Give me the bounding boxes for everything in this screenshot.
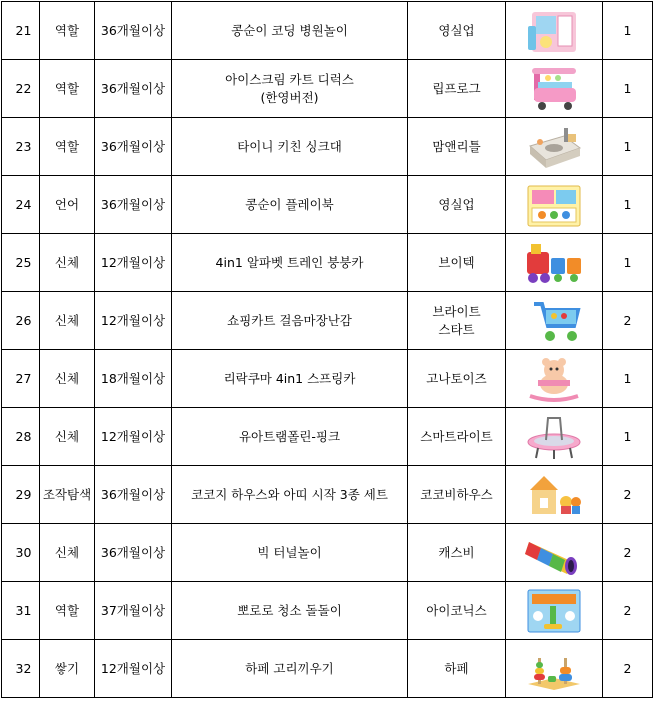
cell-quantity: 2: [603, 292, 653, 350]
cell-image: [506, 640, 603, 698]
cell-number: 24: [2, 176, 40, 234]
cell-category: 신체: [40, 234, 95, 292]
cell-manufacturer: 영실업: [408, 176, 506, 234]
cell-quantity: 1: [603, 118, 653, 176]
cell-category: 신체: [40, 292, 95, 350]
cell-age: 36개월이상: [95, 524, 172, 582]
cell-manufacturer: 아이코닉스: [408, 582, 506, 640]
cell-number: 21: [2, 2, 40, 60]
cell-age: 12개월이상: [95, 292, 172, 350]
cell-product-name: 쇼핑카트 걸음마장난감: [172, 292, 408, 350]
cell-product-name: 하페 고리끼우기: [172, 640, 408, 698]
cell-category: 언어: [40, 176, 95, 234]
cell-category: 역할: [40, 118, 95, 176]
cell-number: 22: [2, 60, 40, 118]
house-figures-image: [522, 470, 586, 520]
cell-image: [506, 176, 603, 234]
cell-category: 신체: [40, 524, 95, 582]
cell-product-name: 리락쿠마 4in1 스프링카: [172, 350, 408, 408]
cell-age: 12개월이상: [95, 234, 172, 292]
cell-category: 신체: [40, 408, 95, 466]
cell-quantity: 1: [603, 350, 653, 408]
cell-manufacturer: 스마트라이트: [408, 408, 506, 466]
cell-manufacturer: 브라이트 스타트: [408, 292, 506, 350]
cell-category: 신체: [40, 350, 95, 408]
cell-quantity: 1: [603, 234, 653, 292]
table-row: [2, 582, 653, 640]
cell-manufacturer: 맘앤리틀: [408, 118, 506, 176]
cell-category: 역할: [40, 582, 95, 640]
cell-number: 28: [2, 408, 40, 466]
alphabet-train-image: [522, 238, 586, 288]
cell-product-name: 콩순이 플레이북: [172, 176, 408, 234]
cell-quantity: 1: [603, 2, 653, 60]
toy-inventory-table: [1, 1, 653, 698]
cell-number: 32: [2, 640, 40, 698]
kitchen-sink-image: [522, 122, 586, 172]
cell-number: 25: [2, 234, 40, 292]
cell-image: [506, 524, 603, 582]
cell-manufacturer: 립프로그: [408, 60, 506, 118]
table-row: [2, 234, 653, 292]
play-book-box-image: [522, 180, 586, 230]
cell-age: 12개월이상: [95, 408, 172, 466]
cell-quantity: 2: [603, 582, 653, 640]
table-row: [2, 176, 653, 234]
cell-quantity: 1: [603, 60, 653, 118]
cell-age: 12개월이상: [95, 640, 172, 698]
cell-quantity: 2: [603, 466, 653, 524]
cell-age: 18개월이상: [95, 350, 172, 408]
cell-image: [506, 60, 603, 118]
cell-number: 26: [2, 292, 40, 350]
cell-manufacturer: 고나토이즈: [408, 350, 506, 408]
cell-age: 37개월이상: [95, 582, 172, 640]
table-row: [2, 640, 653, 698]
cell-quantity: 2: [603, 524, 653, 582]
cell-product-name: 유아트램폴린-핑크: [172, 408, 408, 466]
doctor-play-set-image: [522, 6, 586, 56]
cell-manufacturer: 하페: [408, 640, 506, 698]
cell-number: 27: [2, 350, 40, 408]
table-row: [2, 466, 653, 524]
table-row: [2, 408, 653, 466]
cell-image: [506, 350, 603, 408]
cell-category: 역할: [40, 2, 95, 60]
bear-rocker-image: [522, 354, 586, 404]
cell-product-name: 뽀로로 청소 돌돌이: [172, 582, 408, 640]
cell-image: [506, 466, 603, 524]
cell-number: 29: [2, 466, 40, 524]
stacking-rings-image: [522, 644, 586, 694]
cell-product-name: 타이니 키친 싱크대: [172, 118, 408, 176]
pink-trampoline-image: [522, 412, 586, 462]
cell-manufacturer: 브이텍: [408, 234, 506, 292]
table-row: [2, 292, 653, 350]
cell-quantity: 1: [603, 408, 653, 466]
cell-image: [506, 234, 603, 292]
cell-number: 23: [2, 118, 40, 176]
ice-cream-cart-image: [522, 64, 586, 114]
cell-age: 36개월이상: [95, 176, 172, 234]
play-tunnel-image: [522, 528, 586, 578]
cell-age: 36개월이상: [95, 118, 172, 176]
cell-product-name: 콩순이 코딩 병원놀이: [172, 2, 408, 60]
shopping-cart-walker-image: [522, 296, 586, 346]
table-row: [2, 60, 653, 118]
cell-category: 조작탐색: [40, 466, 95, 524]
table-row: [2, 350, 653, 408]
cell-category: 역할: [40, 60, 95, 118]
table-row: [2, 2, 653, 60]
cell-manufacturer: 영실업: [408, 2, 506, 60]
cell-product-name: 빅 터널놀이: [172, 524, 408, 582]
cell-age: 36개월이상: [95, 2, 172, 60]
cell-age: 36개월이상: [95, 466, 172, 524]
table-body: [2, 2, 653, 698]
cell-image: [506, 292, 603, 350]
cell-manufacturer: 코코비하우스: [408, 466, 506, 524]
cell-image: [506, 408, 603, 466]
table-row: [2, 524, 653, 582]
cell-number: 31: [2, 582, 40, 640]
cell-category: 쌓기: [40, 640, 95, 698]
cell-image: [506, 2, 603, 60]
cleaning-toy-box-image: [522, 586, 586, 636]
cell-age: 36개월이상: [95, 60, 172, 118]
cell-quantity: 1: [603, 176, 653, 234]
table-row: [2, 118, 653, 176]
cell-number: 30: [2, 524, 40, 582]
cell-quantity: 2: [603, 640, 653, 698]
cell-manufacturer: 캐스비: [408, 524, 506, 582]
cell-image: [506, 582, 603, 640]
cell-product-name: 코코지 하우스와 아띠 시작 3종 세트: [172, 466, 408, 524]
cell-product-name: 아이스크림 카트 디럭스 (한영버전): [172, 60, 408, 118]
cell-product-name: 4in1 알파벳 트레인 붕붕카: [172, 234, 408, 292]
cell-image: [506, 118, 603, 176]
